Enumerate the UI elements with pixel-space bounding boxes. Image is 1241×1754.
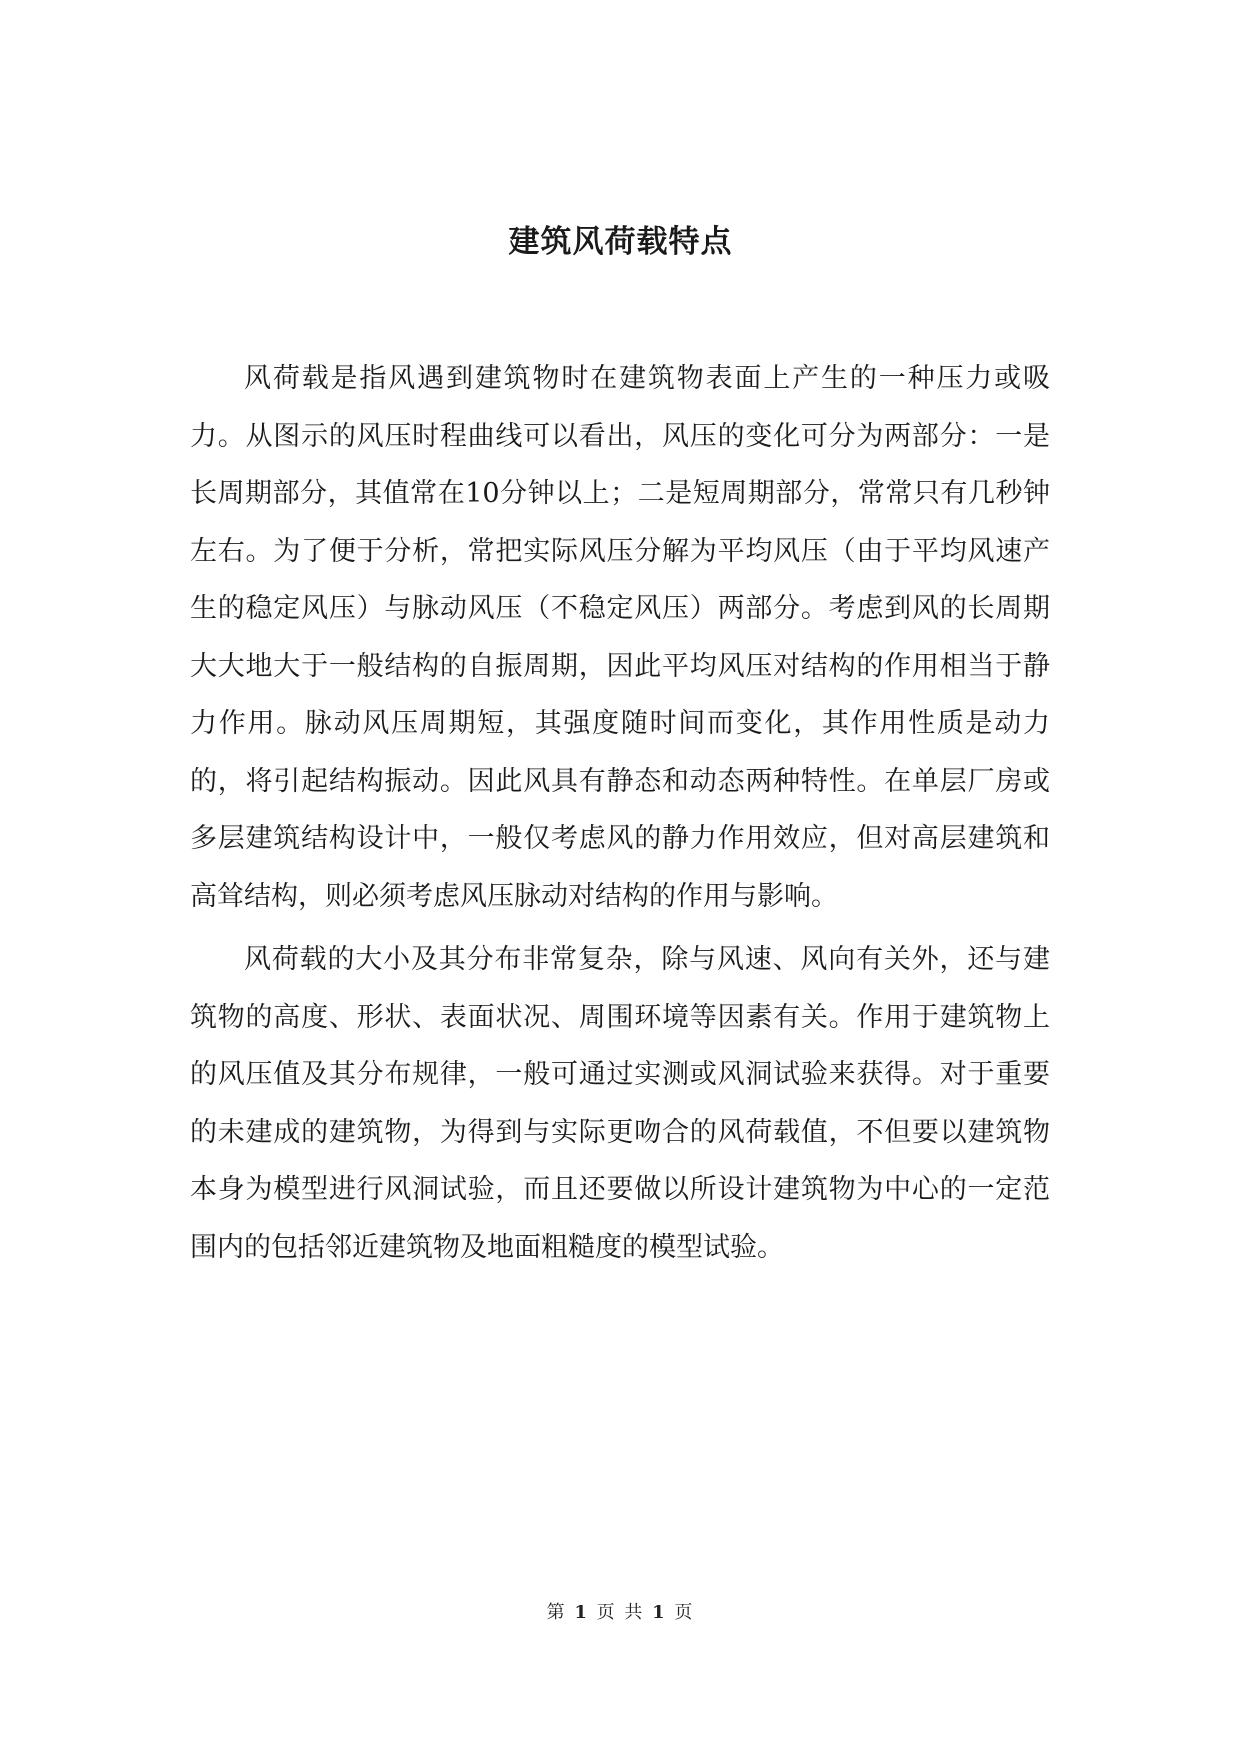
footer-middle: 页 共 <box>596 1602 645 1623</box>
paragraph-2: 风荷载的大小及其分布非常复杂，除与风速、风向有关外，还与建筑物的高度、形状、表面状况、周围环境等因素有关。作用于建筑物上的风压值及其分布规律，一般可通过实测或风洞试验来获得。对于重要的未建成的建筑物，为得到与实际更吻合的风荷载值，不但要以建筑物本身为模型进行风洞试验，而且还要做以所设计建筑物为中心的一定范围内的包括邻近建筑物及地面粗糙度的模型试验。 <box>190 944 1050 1263</box>
page-footer <box>0 1598 1241 1624</box>
footer-current-page: 1 <box>574 1602 589 1623</box>
footer-total-pages: 1 <box>652 1602 667 1623</box>
document-title: 建筑风荷载特点 <box>508 224 733 260</box>
footer-prefix: 第 <box>546 1602 567 1623</box>
footer-suffix: 页 <box>674 1602 695 1623</box>
paragraph-1: 风荷载是指风遇到建筑物时在建筑物表面上产生的一种压力或吸力。从图示的风压时程曲线可以看出，风压的变化可分为两部分：一是长周期部分，其值常在10分钟以上；二是短周期部分，常常只有几秒钟左右。为了便于分析，常把实际风压分解为平均风压（由于平均风速产生的稳定风压）与脉动风压（不稳定风压）两部分。考虑到风的长周期大大地大于一般结构的自振周期，因此平均风压对结构的作用相当于静力作用。脉动风压周期短，其强度随时间而变化，其作用性质是动力的，将引起结构振动。因此风具有静态和动态两种特性。在单层厂房或多层建筑结构设计中，一般仅考虑风的静力作用效应，但对高层建筑和高耸结构，则必须考虑风压脉动对结构的作用与影响。 <box>190 363 1050 912</box>
document-body <box>190 350 1050 1282</box>
